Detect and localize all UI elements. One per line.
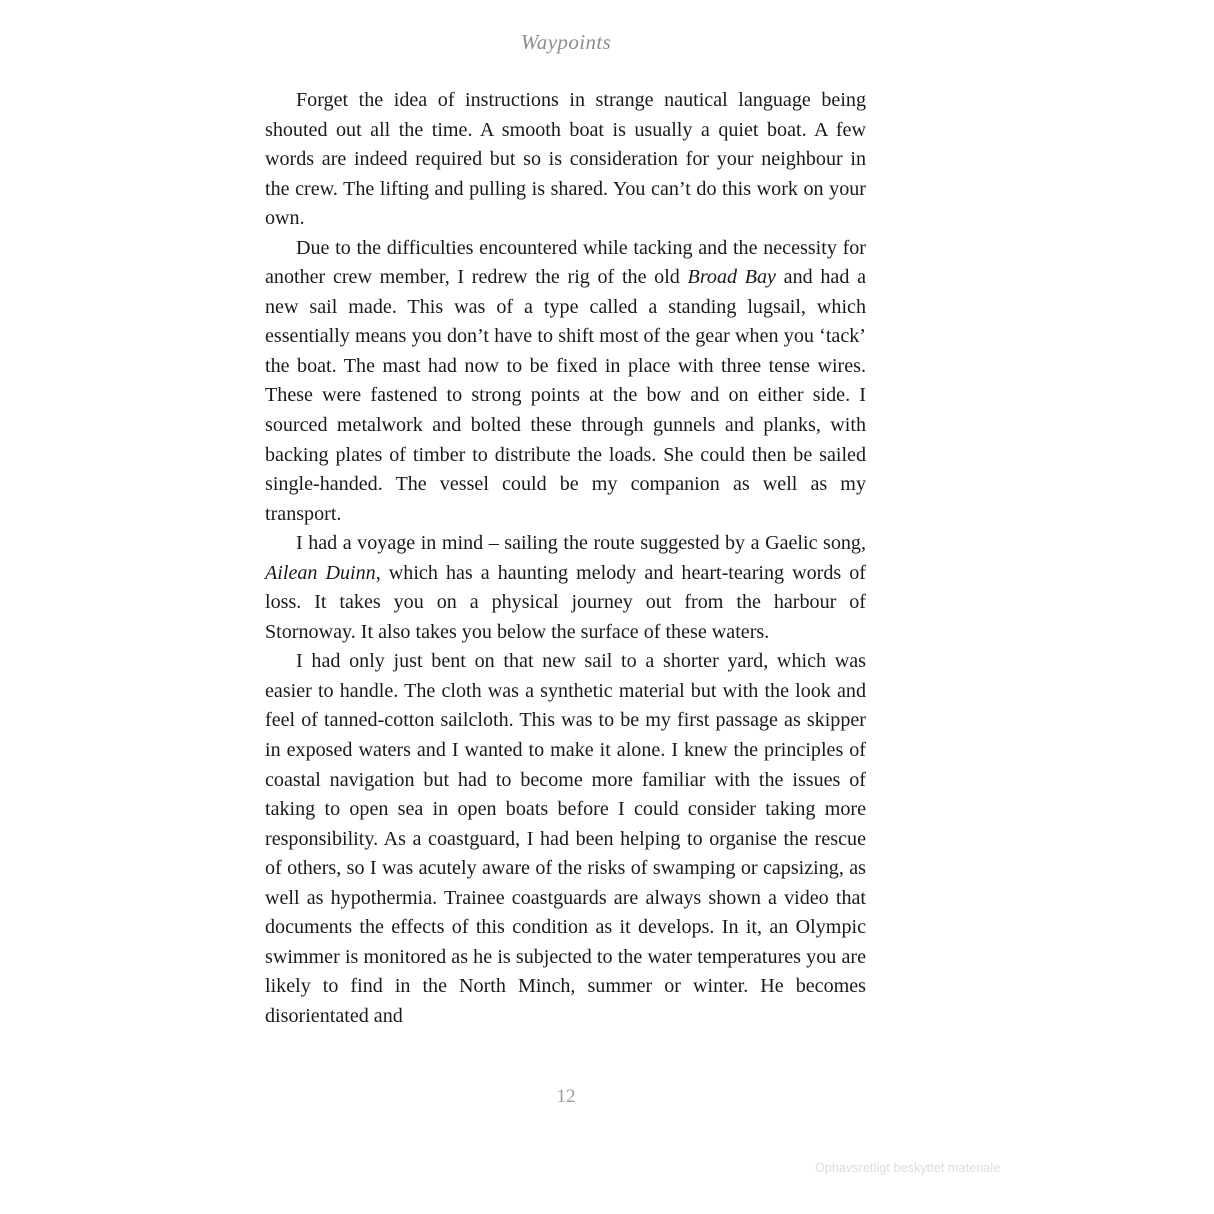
italic-text-run: Broad Bay xyxy=(687,266,776,289)
page-number: 12 xyxy=(556,1086,576,1107)
paragraph xyxy=(265,86,866,234)
text-run: Forget the idea of instructions in strange nautical language being shouted out all the time. A smooth boat is usually a quiet boat. A few words are indeed required but so is consideration for your neighbour in the crew. The lifting and pulling is shared. You can’t do this work on your own. xyxy=(265,89,866,230)
text-run: I had only just bent on that new sail to a shorter yard, which was easier to handle. The cloth was a synthetic material but with the look and feel of tanned-cotton sailcloth. This was to be my first passage as skipper in exposed waters and I wanted to make it alone. I knew the principles of coastal navigation but had to become more familiar with the issues of taking to open sea in open boats before I could consider taking more responsibility. As a coastguard, I had been helping to organise the rescue of others, so I was acutely aware of the risks of swamping or capsizing, as well as hypothermia. Trainee coastguards are always shown a video that documents the effects of this condition as it develops. In it, an Olympic swimmer is monitored as he is subjected to the water temperatures you are likely to find in the North Minch, summer or winter. He becomes disorientated and xyxy=(265,650,866,1027)
text-run: Due to the difficulties encountered while tacking and the necessity for another crew member, I redrew the rig of the old xyxy=(265,236,866,289)
text-run: I had a voyage in mind – sailing the route suggested by a Gaelic song, xyxy=(296,532,866,555)
copyright-watermark: Ophavsretligt beskyttet materiale xyxy=(815,1161,1001,1175)
running-head: Waypoints xyxy=(520,30,612,54)
text-run: and had a new sail made. This was of a type called a standing lugsail, which essentially means you don’t have to shift most of the gear when you ‘tack’ the boat. The mast had now to be fixed in place with three tense wires. These were fastened to strong points at the bow and on either side. I sourced metalwork and bolted these through gunnels and planks, with backing plates of timber to distribute the loads. She could then be sailed single-handed. The vessel could be my companion as well as my transport. xyxy=(265,266,866,525)
text-run: , which has a haunting melody and heart-tearing words of loss. It takes you on a physical journey out from the harbour of Stornoway. It also takes you below the surface of these waters. xyxy=(265,561,866,643)
italic-text-run: Ailean Duinn xyxy=(265,561,376,584)
paragraph xyxy=(265,234,866,529)
paragraph xyxy=(265,647,866,1031)
paragraph xyxy=(265,529,866,647)
body-text-block xyxy=(265,86,866,1032)
